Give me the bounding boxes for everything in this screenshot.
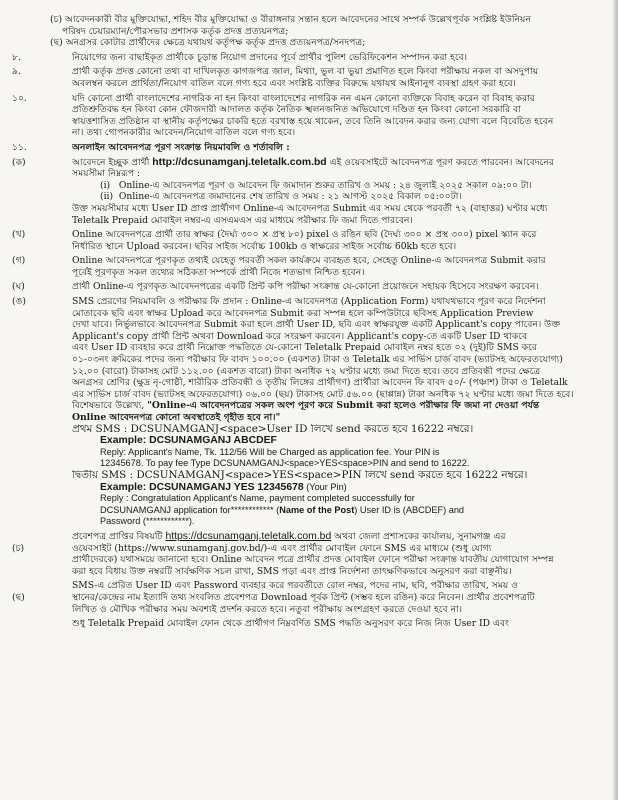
text-line: মোতাবেক ছবি এবং স্বাক্ষর Upload করে আবেদনপত্র Submit করা সম্পন্ন হলে কম্পিউটারে ছবিসহ Application Preview [72, 307, 534, 319]
sms-example: Example: DCSUNAMGANJ ABCDEF [100, 435, 277, 447]
clause-chha [12, 591, 606, 615]
text-line: পরিষদ চেয়ারম্যান/পৌরসভার প্রশাসক কর্তৃক প্রদত্ত প্রত্যয়নপত্র; [62, 25, 289, 37]
sms-label: দ্বিতীয় SMS : DCSUNAMGANJ<space>YES<space>PIN লিখে send করতে হবে 16222 নম্বরে। [72, 469, 528, 481]
text-span: বিশেষভাবে উল্লেখ্য, [72, 400, 148, 412]
text-line: নির্ধারিত স্থানে Upload করবেন। ছবির সাইজ সর্বোচ্চ 100kb ও স্বাক্ষরের সাইজ সর্বোচ্চ 60kb হতে হবে। [72, 240, 457, 252]
text-line: SMS-এ প্রেরিত User ID এবং Password ব্যবহার করে পরবর্তীতে রোল নম্বর, পদের নাম, ছবি, পরীক্ষার তারিখ, সময় ও [72, 580, 519, 592]
sms-first [50, 424, 606, 470]
clause-9 [12, 66, 606, 89]
text-line: উক্ত সময়সীমার মধ্যে User ID প্রাপ্ত প্রার্থীগণ Online-এ আবেদনপত্র Submit এর সময় থেকে পরবর্তী ৭২ (বাহাত্তর) ঘণ্টার মধ্যে [72, 202, 548, 214]
clause-10 [12, 92, 606, 139]
clause-number: ৮. [12, 51, 21, 63]
warning-bold: "Online-এ আবেদনপত্রের সকল অংশ পূরণ করে Submit করা হলেও পরীক্ষার ফি জমা না দেওয়া পর্যন্ত [147, 400, 540, 412]
text-line: নিয়োগের জন্য বাছাইকৃত প্রার্থীকে চূড়ান্ত নিয়োগ প্রদানের পূর্বে প্রার্থীর পুলিশ ভেরিফিকেশন সম্পাদন করা হবে। [72, 51, 468, 63]
section-heading: অনলাইন আবেদনপত্র পূরণ সংক্রান্ত নিয়মাবলি ও শর্তাবলি : [72, 141, 290, 153]
text-line: এবং User ID ব্যবহার করে প্রার্থী নিম্নোক্ত পদ্ধতিতে যে-কোনো Teletalk Prepaid মোবাইল নম্বর হতে ০২ (দুই)টি SMS করে [72, 342, 537, 354]
text-line: (চ) আবেদনকারী বীর মুক্তিযোদ্ধা, শহিদ বীর মুক্তিযোদ্ধা ও বীরাঙ্গনার সন্তান হলে আবেদনের সাথে সম্পর্ক উল্লেখপূর্বক সংশ্লিষ্ট ইউনিয়ন [50, 14, 531, 25]
text-line: প্রতিশ্রুতিবদ্ধ হন কিংবা কোন ফৌজদারী আদালত কর্তৃক নৈতিক স্খলনজনিত অভিযোগে দণ্ডিত হন কিংবা কোনো সরকারি বা [72, 104, 521, 116]
clause-8 [12, 51, 606, 64]
text-span: Online-এ আবেদনপত্র পূরণ ও আবেদন ফি জমাদান শুরুর তারিখ ও সময় : ২৪ জুলাই ২০২৫ সকাল ০৯:০০ টা। [118, 179, 532, 191]
sms-reply-line [72, 505, 606, 517]
application-website-link[interactable]: http://dcsunamganj.teletalk.com.bd [152, 156, 327, 168]
sms-label: প্রথম SMS : DCSUNAMGANJ<space>User ID লিখে send করতে হবে 16222 নম্বরে। [72, 423, 474, 435]
text-line: ওয়েবসাইট (https://www.sunamganj.gov.bd/)-এ এবং প্রার্থীর মোবাইল ফোনে SMS এর মাধ্যমে (শুধু যোগ্য [72, 542, 492, 554]
warning-bold: Online আবেদনপত্র কোনো অবস্থাতেই গৃহীত হবে না।" [72, 412, 281, 423]
text-line: Teletalk Prepaid মোবাইল নম্বর-এ এসএমএস এর মাধ্যমে পরীক্ষার ফি জমা দিতে পারবেন। [72, 214, 413, 226]
clause-number: (চ) [12, 542, 25, 554]
sms-second [50, 470, 606, 528]
sms-credentials-note [50, 580, 606, 592]
sms-example-note: (Your Pin) [303, 481, 347, 492]
clause-number: ৯. [12, 66, 21, 78]
bottom-cutoff-line [50, 618, 606, 630]
text-line: SMS প্রেরণের নিয়মাবলি ও পরীক্ষার ফি প্রদান : Online-এ আবেদনপত্র (Application Form) যথাযথভাবে পূরণ করে নির্দেশনা [72, 296, 546, 308]
text-span: এই ওয়েবসাইটে আবেদনপত্র পূরণ করতে পারবেন। আবেদনের [326, 156, 554, 168]
clause-11 [12, 141, 606, 154]
text-line: ০১-০৩নং ক্রমিকের পদের জন্য পরীক্ষার ফি বাবদ ১০০.০০ (একশত) টাকা ও Teletalk এর সার্ভিস চার্জ বাবদ (ভ্যাটসহ অফেরতযোগ্য) [72, 354, 563, 366]
admit-website-link[interactable]: https://dcsunamganj.teletalk.com.bd [165, 530, 332, 542]
text-line: ১২.০০ (বারো) টাকাসহ মোট ১১২.০০ (একশত বারো) টাকা অনধিক ৭২ ঘণ্টার মধ্যে জমা দিতে হবে। তবে প্রতিবন্ধী পদের ক্ষেত্রে [72, 365, 541, 377]
sms-reply: Password (************). [100, 516, 195, 527]
text-line: Online আবেদনপত্রে প্রার্থী তার স্বাক্ষর (দৈর্ঘ্য ৩০০ × প্রস্থ ৮০) pixel ও রঙিন ছবি (দৈর্ঘ্য ৩০০ × প্রস্থ ৩০০) pixel স্ক্যান করে [72, 229, 537, 241]
text-line: Online আবেদনপত্রে পূরণকৃত তথ্যই যেহেতু পরবর্তী সকল কার্যক্রমে ব্যবহৃত হবে, সেহেতু Online-এ আবেদনপত্র Submit করার [72, 255, 546, 267]
clause-gha [12, 281, 606, 293]
text-line: স্থানের/কেন্দ্রের নাম ইত্যাদি তথ্য সংবলিত প্রবেশপত্র Download পূর্বক প্রিন্ট (সম্ভব হলে রঙিন) করে নিবেন। প্রার্থীর প্রবেশপত্রটি [72, 591, 535, 603]
text-line: করা হবে বিধায় উক্ত নম্বরটি সার্বক্ষণিক সচল রাখা, SMS পড়া এবং প্রাপ্ত নির্দেশনা তাৎক্ষণিকভাবে অনুসরণ করা বাঞ্ছনীয়। [72, 565, 512, 577]
text-span: Online-এ আবেদনপত্র জমাদানের শেষ তারিখ ও সময় : ২১ আগস্ট ২০২৫ বিকাল ০৫:০০টা। [118, 191, 462, 203]
text-line: না। তথ্য গোপনকারীর আবেদন/নিয়োগ বাতিল বলে গণ্য হবে। [72, 127, 296, 139]
schedule-start [72, 180, 606, 192]
sms-reply: 12345678. To pay fee Type DCSUNAMGANJ<space>YES<space>PIN and send to 16222. [100, 458, 470, 469]
text-line: এর সার্ভিস চার্জ বাবদ (ভ্যাটসহ অফেরতযোগ্য) ০৬.০০ (ছয়) টাকাসহ মোট ৫৬.০০ (ছাপ্পান্ন) টাকা অনধিক ৭২ ঘণ্টার মধ্যে জমা দিতে হবে। [72, 388, 574, 400]
text-span: প্রবেশপত্র প্রাপ্তির বিষয়টি [72, 530, 166, 542]
clause-number: (গ) [12, 255, 26, 267]
text-line: যদি কোনো প্রার্থী বাংলাদেশের নাগরিক না হন কিংবা বাংলাদেশের নাগরিক নন এমন কোনো ব্যক্তিকে বিবাহ করেন বা বিবাহ করার [72, 92, 535, 104]
attachment-list-tail [50, 14, 606, 49]
text-line: স্বায়ত্তশাসিত প্রতিষ্ঠান বা স্থানীয় কর্তৃপক্ষের চাকরি হতে বরখাস্ত হয়ে থাকেন, তবে তিনি আবেদন করার জন্য যোগ্য বলে বিবেচিত হবেন [72, 115, 554, 127]
text-line: সময়সীমা নিম্নরূপ : [72, 168, 141, 180]
clause-number: (ছ) [12, 591, 25, 603]
list-marker: (i) [100, 179, 111, 191]
clause-number: (খ) [12, 229, 26, 241]
text-line: লিখিত ও মৌখিক পরীক্ষার সময় অবশ্যই প্রদর্শন করতে হবে। নতুবা পরীক্ষায় অংশগ্রহণ করতে দেওয়া হবে না। [72, 603, 463, 615]
clause-cha [12, 542, 606, 578]
clause-kha [12, 229, 606, 252]
list-marker: (ii) [100, 191, 114, 203]
text-line: অনগ্রসর শ্রেণির (ক্ষুদ্র নৃ-গোষ্ঠী, শারীরিক প্রতিবন্ধী ও তৃতীয় লিঙ্গের প্রার্থীগণ) প্রার্থীরা আবেদন ফি বাবদ ৫০/- (পঞ্চাশ) টাকা ও Teletalk [72, 377, 568, 389]
sms-reply: Reply : Congratulation Applicant's Name, payment completed successfully for [100, 493, 415, 504]
clause-ga [12, 255, 606, 278]
text-line: অবলম্বন করলে প্রার্থিতা/নিয়োগ বাতিল বলে গণ্য হবে এবং সংশ্লিষ্ট ব্যক্তির বিরুদ্ধে যথাযথ আইনানুগ ব্যবস্থা গ্রহণ করা হবে। [72, 77, 516, 89]
text-span: ) User ID is (ABCDEF) and [354, 504, 465, 515]
clause-number: ১০. [12, 92, 27, 104]
text-line: প্রার্থীদেরকে) যথাসময়ে জানানো হবে। Online আবেদন পত্রে প্রার্থীর প্রদত্ত মোবাইল ফোনে পরীক্ষা সংক্রান্ত যাবতীয় যোগাযোগ সম্পন্ন [72, 554, 554, 566]
sms-reply: Reply: Applicant's Name, Tk. 112/56 Will be Charged as application fee. Your PIN is [100, 446, 440, 457]
post-name-placeholder: Name of the Post [279, 504, 355, 515]
sms-example-line [72, 482, 606, 494]
text-line: শুধু Teletalk Prepaid মোবাইল ফোন থেকে প্রার্থীগণ নিম্নবর্ণিত SMS পদ্ধতি অনুসরণ করে নিজ নিজ User ID এবং [72, 618, 510, 630]
sms-example: Example: DCSUNAMGANJ YES 12345678 [100, 481, 304, 493]
text-line: (ছ) অনগ্রসর কোটার প্রার্থীদের ক্ষেত্রে যথাযথ কর্তৃপক্ষ কর্তৃক প্রদত্ত প্রত্যয়নপত্র/সনদপত্র; [50, 37, 366, 49]
clause-ka [12, 156, 606, 227]
text-span: DCSUNAMGANJ application for************ ( [100, 504, 280, 515]
text-line: Applicant's copy প্রার্থী প্রিন্ট অথবা Download করে সংরক্ষণ করবেন। Applicant's copy-তে একটি User ID থাকবে [72, 330, 528, 342]
schedule-end [72, 191, 606, 203]
clause-uma [12, 296, 606, 424]
text-line: পূর্বেই পূরণকৃত সকল তথ্যের সঠিকতা সম্পর্কে প্রার্থী নিজে শতভাগ নিশ্চিত হবেন। [72, 266, 365, 278]
clause-number: (ঙ) [12, 296, 26, 308]
warning-line [72, 400, 606, 412]
clause-number: (ঘ) [12, 281, 25, 293]
text-span: অথবা জেলা প্রশাসকের কার্যালয়, সুনামগঞ্জ এর [331, 530, 506, 542]
document-body [12, 14, 606, 630]
admit-card-intro [50, 531, 606, 543]
clause-number: ১১. [12, 141, 27, 153]
text-span: আবেদনে ইচ্ছুক প্রার্থী [72, 156, 153, 168]
text-line: দেখা যাবে। নির্ভুলভাবে আবেদনপত্র Submit করা হলে প্রার্থী User ID, ছবি এবং স্বাক্ষরযুক্ত একটি Applicant's copy পাবেন। উক্ত [72, 319, 561, 331]
text-line: প্রার্থী Online-এ পূরণকৃত আবেদনপত্রের একটি প্রিন্ট কপি পরীক্ষা সংক্রান্ত যে-কোনো প্রয়োজনে সহায়ক হিসেবে সংরক্ষণ করবেন। [72, 281, 539, 293]
clause-number: (ক) [12, 156, 26, 168]
text-line: প্রার্থী কর্তৃক প্রদত্ত কোনো তথ্য বা দাখিলকৃত কাগজপত্র জাল, মিথ্যা, ভুল বা ভুয়া প্রমাণিত হলে কিংবা পরীক্ষায় নকল বা অসদুপায় [72, 66, 539, 78]
